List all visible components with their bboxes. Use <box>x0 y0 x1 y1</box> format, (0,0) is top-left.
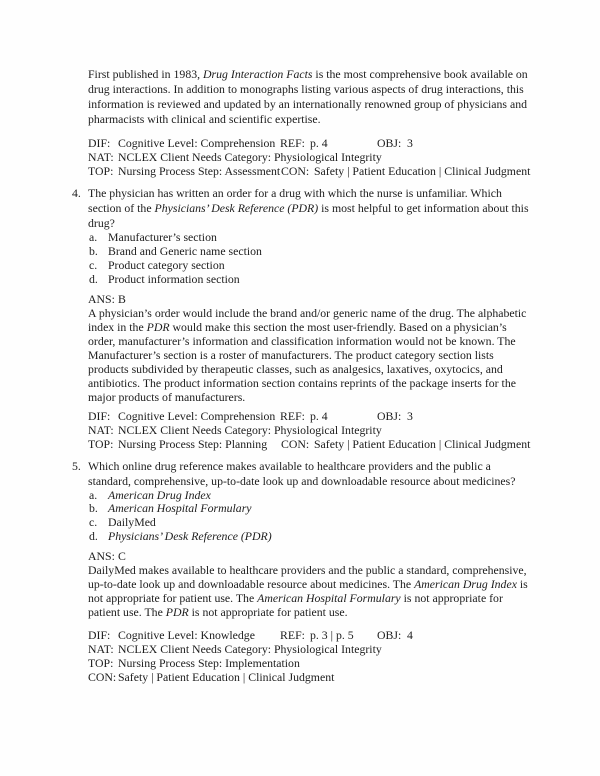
option-row <box>89 530 600 544</box>
answer-label: ANS: <box>88 549 115 564</box>
question-4-options <box>89 231 600 287</box>
question-number: 5. <box>72 458 81 473</box>
option-text: DailyMed <box>108 515 156 530</box>
question-stem: The physician has written an order for a drug with which the nurse is unfamiliar. Which section of the Physicians’ Desk Reference (PDR) is most helpful to get information about this drug? <box>88 186 529 230</box>
option-row <box>89 516 600 530</box>
option-text: Brand and Generic name section <box>108 243 262 258</box>
con-value: Safety | Patient Education | Clinical Judgment <box>118 670 335 685</box>
nat-value: NCLEX Client Needs Category: Physiological Integrity <box>118 150 382 164</box>
meta-row-dif <box>88 409 600 423</box>
option-letter: b. <box>89 243 98 258</box>
top-value: Nursing Process Step: Implementation <box>118 656 300 671</box>
question-stem: Which online drug reference makes available to healthcare providers and the public a standard, comprehensive, up-to-date look up and downloadable resource about medicines? <box>88 458 516 488</box>
answer-value: C <box>118 549 126 564</box>
option-text: American Hospital Formulary <box>108 501 252 516</box>
question-5 <box>0 459 600 685</box>
rationale-paragraph: DailyMed makes available to healthcare providers and the public a standard, comprehensive, up-to-date look up and downloadable resource about medicines. The American Drug Index is not appropriate for patient use. The American Hospital Formulary is not appropriate for patient use. The PDR is not appropriate for patient use. <box>88 563 528 620</box>
option-text: Product information section <box>108 271 240 286</box>
nat-value: NCLEX Client Needs Category: Physiological Integrity <box>118 422 382 437</box>
ref-value: p. 4 <box>310 136 328 150</box>
meta-row-top <box>88 164 600 178</box>
top-label: TOP: <box>88 436 114 451</box>
option-text: American Drug Index <box>108 487 211 502</box>
answer-label: ANS: <box>88 291 115 306</box>
con-value: Safety | Patient Education | Clinical Judgment <box>314 164 531 178</box>
top-value: Nursing Process Step: Planning <box>118 436 268 451</box>
question-4-stem-row <box>72 186 600 231</box>
meta-row-nat <box>88 642 600 656</box>
intro-rationale-paragraph: First published in 1983, Drug Interaction Facts is the most comprehensive book available on drug interactions. In addition to monographs listing various aspects of drug interactions, this information is reviewed and updated by an internationally renowned group of physicians and pharmacists with clinical and scientific expertise. <box>88 67 528 126</box>
con-value: Safety | Patient Education | Clinical Judgment <box>314 436 531 451</box>
obj-value: 4 <box>407 628 413 643</box>
question-number: 4. <box>72 186 81 200</box>
dif-label: DIF: <box>88 628 111 643</box>
top-label: TOP: <box>88 656 114 671</box>
con-label: CON: <box>281 436 310 451</box>
answer-line <box>88 549 600 563</box>
option-text: Manufacturer’s section <box>108 230 217 244</box>
obj-label: OBJ: <box>377 136 402 150</box>
obj-label: OBJ: <box>377 628 402 643</box>
meta-block-question-4 <box>88 409 600 451</box>
option-row <box>89 231 600 245</box>
nat-label: NAT: <box>88 642 114 657</box>
obj-value: 3 <box>407 408 413 423</box>
dif-value: Cognitive Level: Knowledge <box>118 628 255 643</box>
option-letter: a. <box>89 230 98 244</box>
dif-label: DIF: <box>88 408 111 423</box>
ref-label: REF: <box>280 628 305 643</box>
top-label: TOP: <box>88 164 114 178</box>
dif-label: DIF: <box>88 136 111 150</box>
meta-row-top <box>88 437 600 451</box>
question-4 <box>0 186 600 451</box>
ref-label: REF: <box>280 408 305 423</box>
top-value: Nursing Process Step: Assessment <box>118 164 281 178</box>
meta-row-dif <box>88 136 600 150</box>
option-letter: c. <box>89 515 98 530</box>
nat-value: NCLEX Client Needs Category: Physiological Integrity <box>118 642 382 657</box>
option-letter: d. <box>89 529 98 544</box>
meta-row-nat <box>88 423 600 437</box>
question-5-stem-row <box>72 459 600 489</box>
option-letter: b. <box>89 501 98 516</box>
ref-value: p. 3 | p. 5 <box>310 628 354 643</box>
answer-value: B <box>118 291 126 306</box>
obj-label: OBJ: <box>377 408 402 423</box>
option-letter: d. <box>89 271 98 286</box>
meta-block-question-5 <box>88 628 600 684</box>
option-row <box>89 245 600 259</box>
option-row <box>89 489 600 503</box>
meta-row-nat <box>88 150 600 164</box>
option-row <box>89 273 600 287</box>
option-text: Product category section <box>108 257 225 272</box>
meta-row-dif <box>88 628 600 642</box>
con-label: CON: <box>88 670 117 685</box>
dif-value: Cognitive Level: Comprehension <box>118 408 276 423</box>
meta-row-top <box>88 656 600 670</box>
nat-label: NAT: <box>88 150 114 164</box>
ref-label: REF: <box>280 136 305 150</box>
obj-value: 3 <box>407 136 413 150</box>
option-letter: c. <box>89 257 98 272</box>
question-5-options <box>89 489 600 545</box>
rationale-paragraph: A physician’s order would include the brand and/or generic name of the drug. The alphabetic index in the PDR would make this section the most user-friendly. Based on a physician’s order, manufacturer’s information and classification information would not be known. The Manufacturer’s section is a roster of manufacturers. The product category section lists products subdivided by therapeutic classes, such as analgesics, laxatives, oxytocics, and antibiotics. The product information section contains reprints of the package inserts for the major products of manufacturers. <box>88 305 527 404</box>
option-letter: a. <box>89 487 98 502</box>
option-text: Physicians’ Desk Reference (PDR) <box>108 529 272 544</box>
dif-value: Cognitive Level: Comprehension <box>118 136 276 150</box>
con-label: CON: <box>281 164 310 178</box>
meta-row-con <box>88 670 600 684</box>
option-row <box>89 259 600 273</box>
ref-value: p. 4 <box>310 408 328 423</box>
option-row <box>89 502 600 516</box>
nat-label: NAT: <box>88 422 114 437</box>
answer-line <box>88 292 600 306</box>
meta-block-intro <box>88 136 600 178</box>
